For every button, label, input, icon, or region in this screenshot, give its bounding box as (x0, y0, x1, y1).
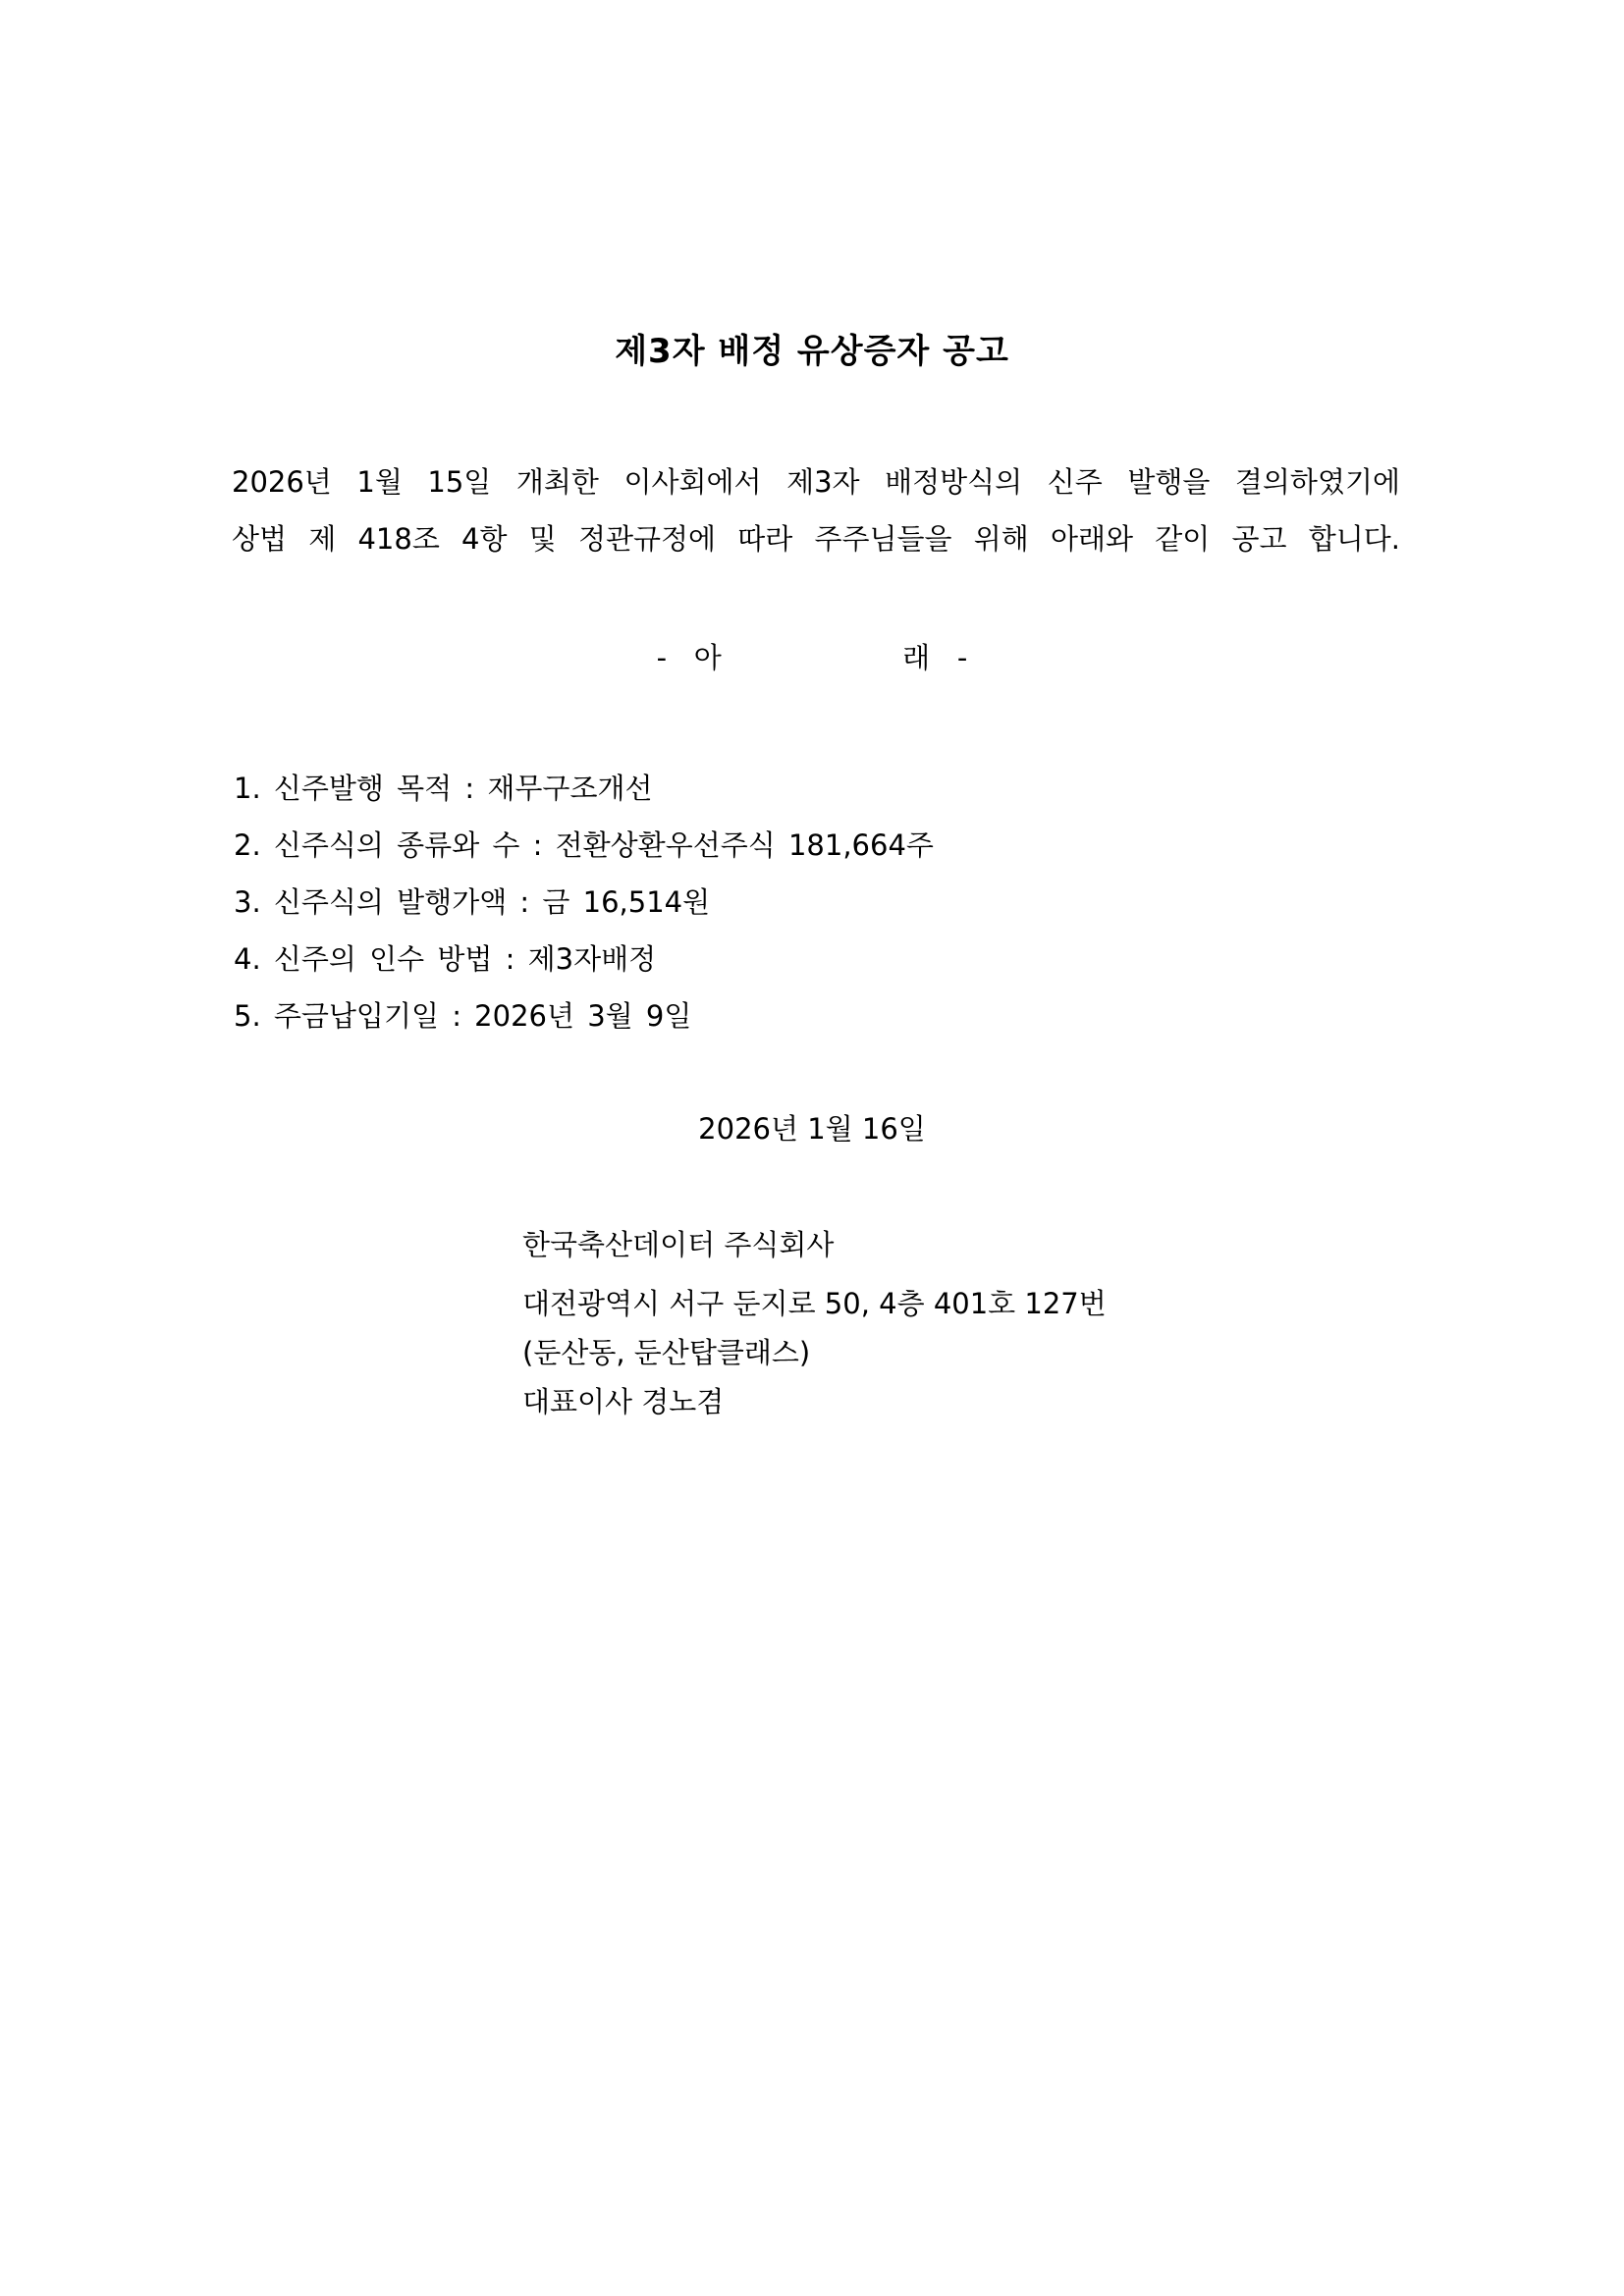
company-name: 한국축산데이터 주식회사 (522, 1228, 835, 1261)
notice-date: 2026년 1월 16일 (698, 1112, 926, 1146)
below-heading: - 아 래 - (656, 641, 968, 674)
list-item: 5. 주금납입기일 : 2026년 3월 9일 (234, 999, 692, 1033)
list-item: 2. 신주식의 종류와 수 : 전환상환우선주식 181,664주 (234, 828, 934, 862)
company-block (522, 1223, 1308, 1429)
list-item: 3. 신주식의 발행가액 : 금 16,514원 (234, 885, 711, 919)
intro-line-1: 2026년 1월 15일 개최한 이사회에서 제3자 배정방식의 신주 발행을 결의하였기에 (232, 465, 1400, 499)
item-list (234, 760, 1412, 1044)
ceo-name: 대표이사 경노겸 (522, 1385, 725, 1418)
list-item: 4. 신주의 인수 방법 : 제3자배정 (234, 942, 657, 976)
company-address-line-2: (둔산동, 둔산탑클래스) (522, 1336, 811, 1369)
company-address-line-1: 대전광역시 서구 둔지로 50, 4층 401호 127번 (522, 1287, 1107, 1320)
list-item: 1. 신주발행 목적 : 재무구조개선 (234, 772, 653, 805)
document-title: 제3자 배정 유상증자 공고 (615, 332, 1009, 371)
intro-paragraph (232, 454, 1400, 567)
intro-line-2: 상법 제 418조 4항 및 정관규정에 따라 주주님들을 위해 아래와 같이 공고 합니다. (232, 522, 1400, 556)
